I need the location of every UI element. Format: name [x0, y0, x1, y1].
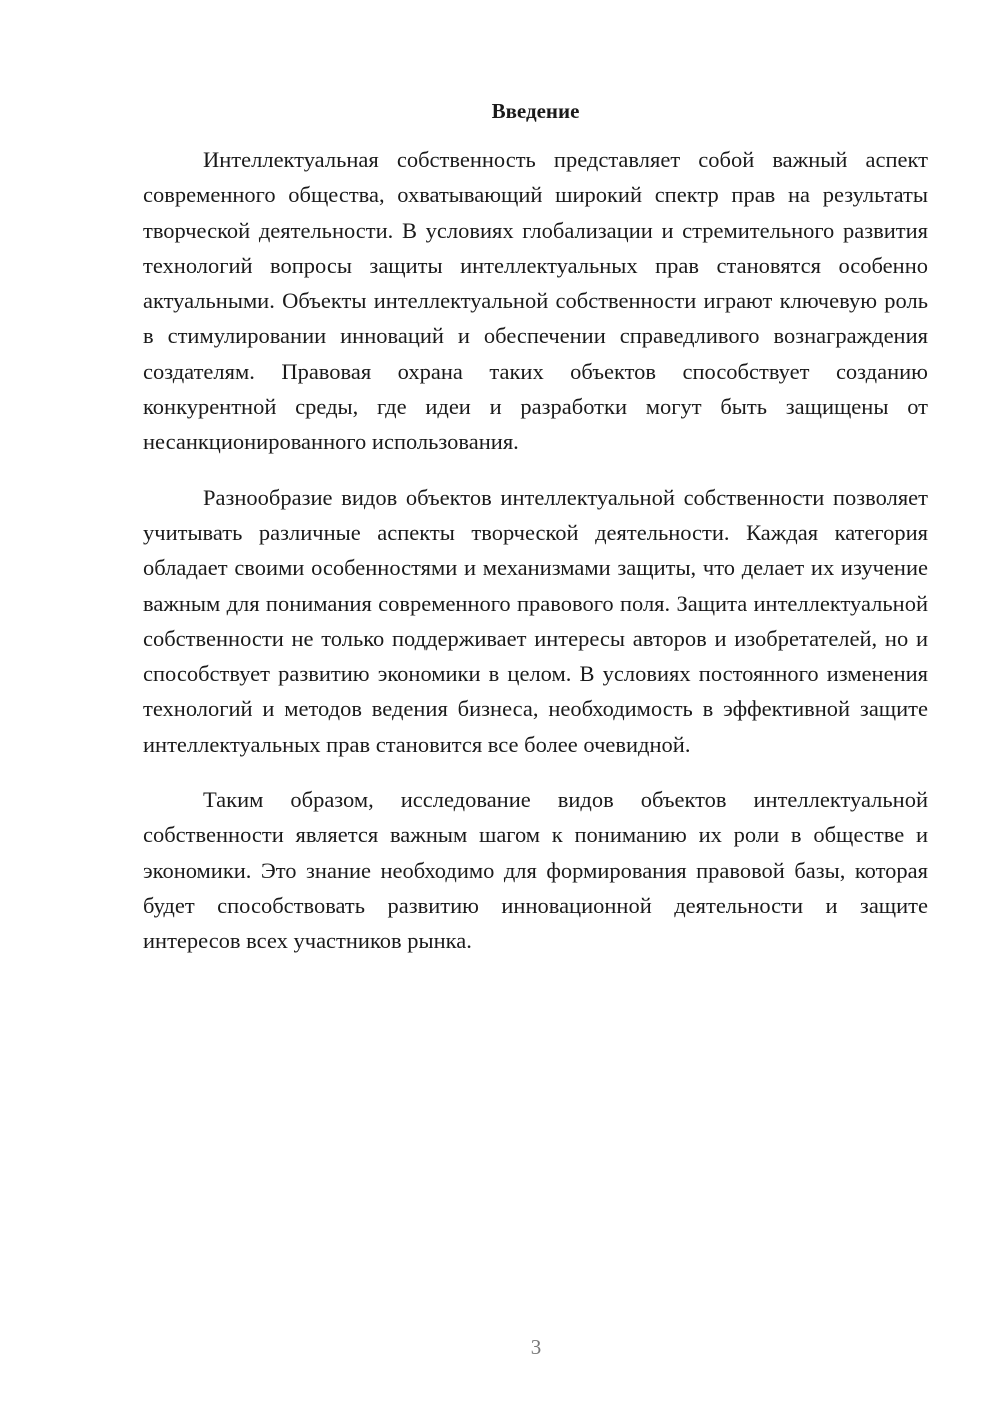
paragraph-3: Таким образом, исследование видов объектов интеллектуальной собственности является важным шагом к пониманию их роли в обществе и экономики. Это знание необходимо для формирования правовой базы, которая будет способствовать развитию инновационной деятельности и защите интересов всех участников рынка.: [143, 787, 928, 954]
paragraph-1: Интеллектуальная собственность представляет собой важный аспект современного общества, охватывающий широкий спектр прав на результаты творческой деятельности. В условиях глобализации и стремительного развития технологий вопросы защиты интеллектуальных прав становятся особенно актуальными. Объекты интеллектуальной собственности играют ключевую роль в стимулировании инноваций и обеспечении справедливого вознаграждения создателям. Правовая охрана таких объектов способствует созданию конкурентной среды, где идеи и разработки могут быть защищены от несанкционированного использования.: [143, 147, 928, 455]
paragraph-2: Разнообразие видов объектов интеллектуальной собственности позволяет учитывать различные аспекты творческой деятельности. Каждая категория обладает своими особенностями и механизмами защиты, что делает их изучение важным для понимания современного правового поля. Защита интеллектуальной собственности не только поддерживает интересы авторов и изобретателей, но и способствует развитию экономики в целом. В условиях постоянного изменения технологий и методов ведения бизнеса, необходимость в эффективной защите интеллектуальных прав становится все более очевидной.: [143, 484, 928, 757]
page-number: 3: [530, 1335, 542, 1359]
section-heading: Введение: [491, 99, 580, 123]
body-text: [143, 142, 928, 979]
